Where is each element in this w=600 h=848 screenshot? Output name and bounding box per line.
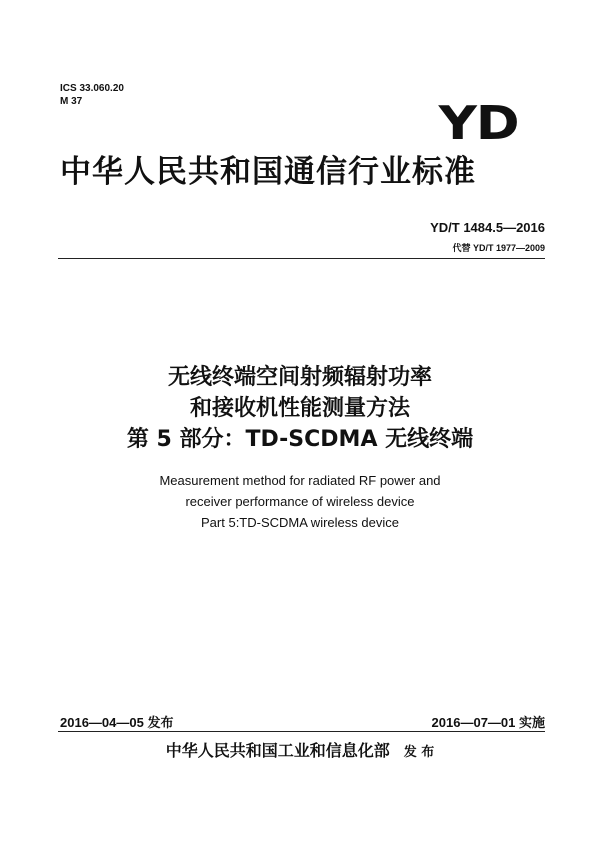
cn-title-line-1: 无线终端空间射频辐射功率 [167,365,432,390]
standard-number: YD/T 1484.5—2016 [430,220,545,235]
yd-logo: YD [438,96,518,150]
ics-code: ICS 33.060.20 [60,83,124,94]
en-title-line-2: receiver performance of wireless device [185,494,415,509]
publisher-suffix: 发 布 [403,745,435,760]
english-title-block [0,470,600,533]
publisher-name: 中华人民共和国工业和信息化部 [165,741,390,760]
classification-codes [60,82,124,108]
standard-category-title: 中华人民共和国通信行业标准 [60,154,476,190]
cn-title-line-2: 和接收机性能测量方法 [189,396,410,421]
issue-date: 2016—04—05 发布 [60,715,174,730]
cn-title-line-3: 第 5 部分：TD-SCDMA 无线终端 [126,427,474,452]
replaces-note: 代替 YD/T 1977—2009 [452,243,545,253]
en-title-line-1: Measurement method for radiated RF power and [159,473,441,488]
implementation-date: 2016—07—01 实施 [431,715,545,730]
footer-divider [58,731,545,732]
chinese-title-block [0,362,600,455]
ccs-code: M 37 [60,96,83,107]
publisher-line [0,738,600,761]
header-divider [58,258,545,259]
en-title-line-3: Part 5:TD-SCDMA wireless device [201,515,399,530]
